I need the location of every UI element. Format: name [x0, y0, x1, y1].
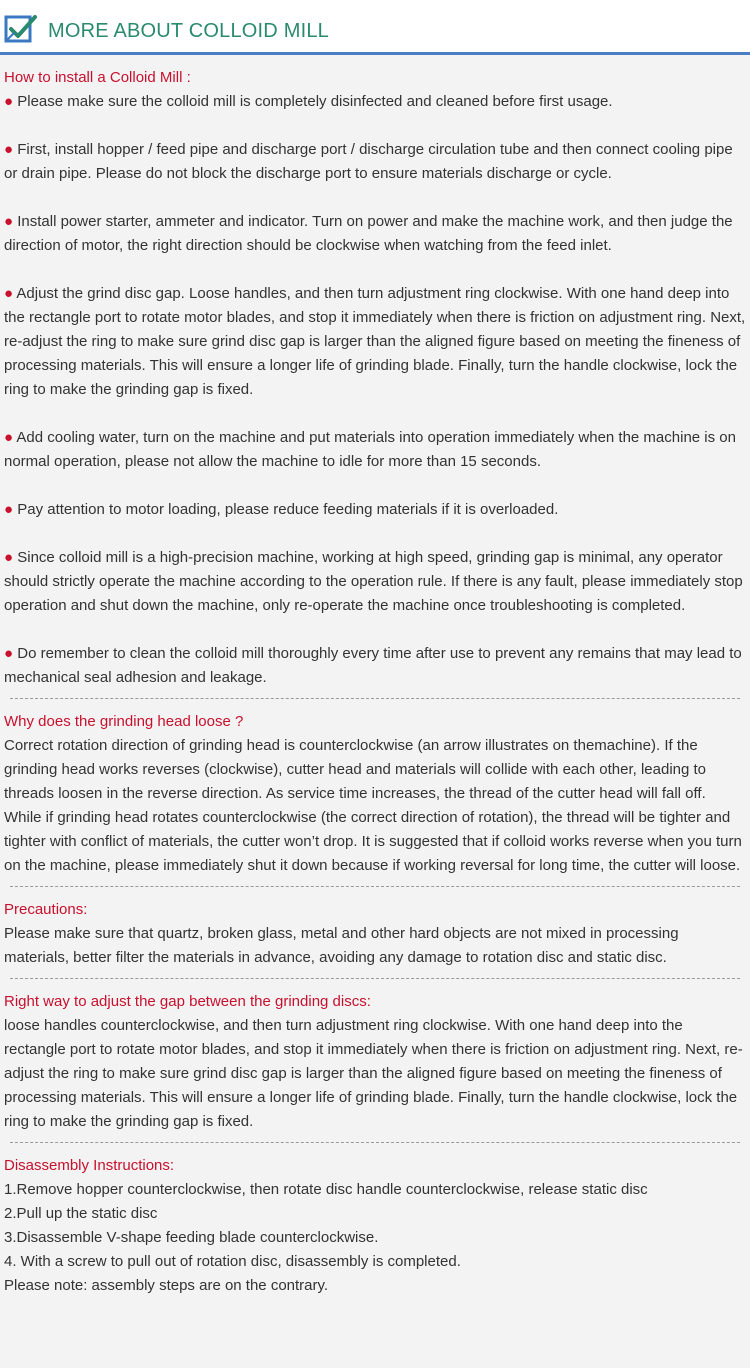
install-section-title: How to install a Colloid Mill :	[4, 69, 191, 86]
section-divider	[10, 978, 740, 979]
bullet-icon: ●	[4, 645, 14, 662]
list-item-text: Since colloid mill is a high-precision machine, working at high speed, grinding gap is minimal, any operator should strictly operate the machine according to the operation rule. If there is any fault, please immediately stop operation and shut down the machine, only re-operate the machine once troubleshooting is completed.	[4, 549, 743, 614]
gap-section-title: Right way to adjust the gap between the grinding discs:	[4, 993, 371, 1010]
precautions-section-text: Please make sure that quartz, broken glass, metal and other hard objects are not mixed in processing materials, better filter the materials in advance, avoiding any damage to rotation disc and static disc.	[4, 925, 679, 966]
list-item-text: Add cooling water, turn on the machine and put materials into operation immediately when the machine is on normal operation, please not allow the machine to idle for more than 15 seconds.	[4, 429, 736, 470]
list-item-text: Pay attention to motor loading, please reduce feeding materials if it is overloaded.	[13, 501, 559, 518]
page-title: MORE ABOUT COLLOID MILL	[48, 20, 329, 42]
list-item	[4, 282, 746, 402]
list-item-text: Adjust the grind disc gap. Loose handles, and then turn adjustment ring clockwise. With one hand deep into the rectangle port to rotate motor blades, and stop it immediately when there is friction on adjustment ring. Next, re-adjust the ring to make sure grind disc gap is larger than the aligned figure based on meeting the fineness of processing materials. This will ensure a longer life of grinding blade. Finally, turn the handle clockwise, lock the ring to make the grinding gap is fixed.	[4, 285, 746, 398]
disassembly-step: 3.Disassemble V-shape feeding blade counterclockwise.	[4, 1229, 379, 1246]
disassembly-step: 4. With a screw to pull out of rotation disc, disassembly is completed.	[4, 1253, 461, 1270]
list-item	[4, 426, 746, 474]
disassembly-note: Please note: assembly steps are on the contrary.	[4, 1277, 329, 1294]
list-item-text: Please make sure the colloid mill is completely disinfected and cleaned before first usage.	[13, 93, 613, 110]
disassembly-step: 1.Remove hopper counterclockwise, then rotate disc handle counterclockwise, release static disc	[4, 1181, 648, 1198]
list-item-text: First, install hopper / feed pipe and discharge port / discharge circulation tube and then connect cooling pipe or drain pipe. Please do not block the discharge port to ensure materials discharge or cycle.	[4, 141, 733, 182]
bullet-icon: ●	[4, 429, 14, 446]
section-divider	[10, 698, 740, 699]
list-item-text: Do remember to clean the colloid mill thoroughly every time after use to prevent any remains that may lead to mechanical seal adhesion and leakage.	[4, 645, 742, 686]
loose-section-text: Correct rotation direction of grinding head is counterclockwise (an arrow illustrates on themachine). If the grinding head works reverses (clockwise), cutter head and materials will collide with each other, leading to threads loosen in the reverse direction. As service time increases, the thread of the cutter head will fall off. While if grinding head rotates counterclockwise (the correct direction of rotation), the thread will be tighter and tighter with conflict of materials, the cutter won’t drop. It is suggested that if colloid works reverse when you turn on the machine, please immediately shut it down because if working reversal for long time, the cutter will loose.	[4, 737, 742, 874]
list-item	[4, 90, 746, 114]
precautions-section-title: Precautions:	[4, 901, 88, 918]
list-item	[4, 138, 746, 186]
bullet-icon: ●	[4, 549, 14, 566]
bullet-icon: ●	[4, 213, 14, 230]
section-divider	[10, 886, 740, 887]
list-item	[4, 498, 746, 522]
section-divider	[10, 1142, 740, 1143]
bullet-icon: ●	[4, 93, 14, 110]
list-item	[4, 546, 746, 618]
checkbox-logo-icon	[4, 13, 38, 45]
list-item	[4, 642, 746, 690]
gap-section-text: loose handles counterclockwise, and then turn adjustment ring clockwise. With one hand deep into the rectangle port to rotate motor blades, and stop it immediately when there is friction on adjustment ring. Next, re-adjust the ring to make sure grind disc gap is larger than the aligned figure based on meeting the fineness of processing materials. This will ensure a longer life of grinding blade. Finally, turn the handle clockwise, lock the ring to make the grinding gap is fixed.	[4, 1017, 743, 1130]
loose-section-title: Why does the grinding head loose ?	[4, 713, 244, 730]
disassembly-step: 2.Pull up the static disc	[4, 1205, 158, 1222]
page-header	[0, 0, 750, 55]
bullet-icon: ●	[4, 141, 14, 158]
article-content	[0, 55, 750, 1298]
list-item-text: Install power starter, ammeter and indicator. Turn on power and make the machine work, and then judge the direction of motor, the right direction should be clockwise when watching from the feed inlet.	[4, 213, 733, 254]
bullet-icon: ●	[4, 285, 14, 302]
list-item	[4, 210, 746, 258]
bullet-icon: ●	[4, 501, 14, 518]
disassembly-section-title: Disassembly Instructions:	[4, 1157, 175, 1174]
